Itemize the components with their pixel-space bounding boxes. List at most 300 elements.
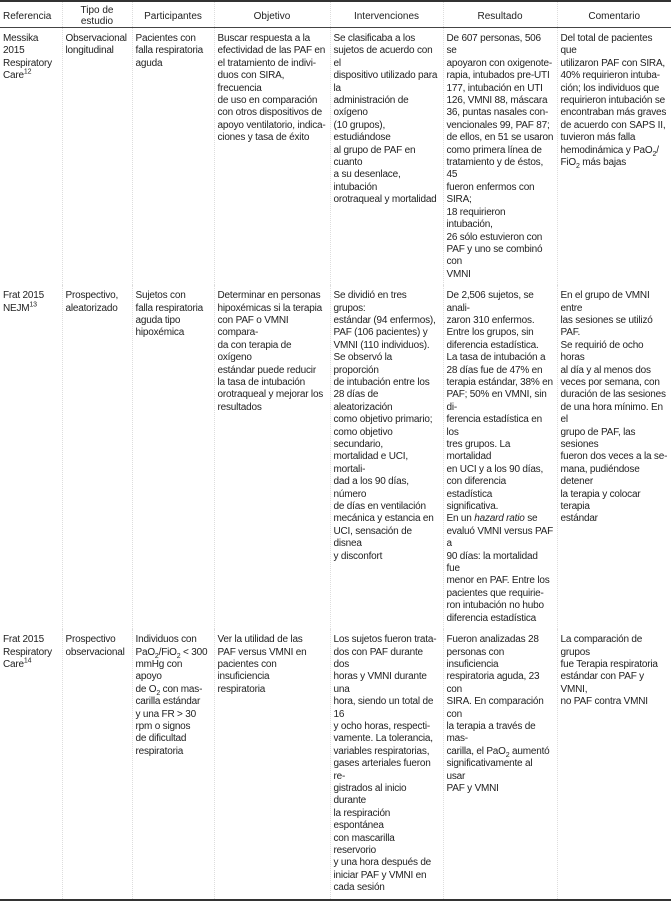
text: hipoxémica xyxy=(135,327,185,339)
cell-line xyxy=(447,501,554,513)
table-row xyxy=(0,28,671,286)
cell-line xyxy=(3,33,59,45)
cell-line xyxy=(334,33,440,45)
cell-line xyxy=(218,70,327,95)
text: tuvieron más falla xyxy=(560,132,636,144)
cell-intervenciones xyxy=(330,285,443,629)
text: y una FR > 30 xyxy=(135,708,196,720)
cell-line xyxy=(447,575,554,587)
text: al grupo de PAF en cuanto xyxy=(333,144,416,169)
text: 28 días de aleatorización xyxy=(333,389,393,413)
text: La tasa de intubación a xyxy=(446,352,546,364)
text: como objetivo primario; xyxy=(333,414,433,426)
text: orotraqueal y mortalidad xyxy=(333,194,437,206)
text: en UCI y a los 90 días, xyxy=(446,463,544,475)
cell-line xyxy=(447,33,554,58)
text: la respiración espontánea xyxy=(333,807,391,832)
text-sub: 2 xyxy=(176,652,181,660)
text: Sujetos con xyxy=(135,290,186,302)
cell-line xyxy=(561,33,669,58)
text: En el grupo de VMNI entre xyxy=(560,290,650,314)
cell-line xyxy=(334,120,440,145)
cell-line xyxy=(447,758,554,783)
cell-line xyxy=(334,414,440,426)
text: Pacientes con xyxy=(135,33,196,44)
cell-line xyxy=(3,45,59,57)
text: 126, VMNI 88, máscara xyxy=(446,95,548,107)
cell-line xyxy=(334,733,440,745)
text: personas con insuficiencia xyxy=(446,646,505,670)
table-header xyxy=(0,1,671,28)
cell-line xyxy=(136,733,211,745)
text: utilizaron PAF con SIRA, xyxy=(560,57,666,69)
text: Los sujetos fueron trata- xyxy=(333,634,437,646)
cell-referencia xyxy=(0,629,62,900)
cell-line xyxy=(334,526,440,551)
cell-line xyxy=(334,833,440,858)
text-sub: 2 xyxy=(576,163,580,171)
cell-line xyxy=(136,45,211,57)
cell-line xyxy=(561,95,669,107)
cell-line xyxy=(447,613,554,625)
text: veces por semana, con xyxy=(560,376,660,388)
text: (10 grupos), estudiándose xyxy=(333,119,391,144)
cell-line xyxy=(334,45,440,70)
cell-line xyxy=(218,58,327,70)
text: gases arteriales fueron re- xyxy=(333,758,431,782)
cell-line xyxy=(218,647,327,659)
text: Buscar respuesta a la xyxy=(217,33,311,44)
text: observacional xyxy=(65,646,125,658)
text: gistrados al inicio durante xyxy=(333,782,407,807)
cell-line xyxy=(447,526,554,551)
text: PAF y uno se combinó con xyxy=(446,243,543,268)
text: respiratoria xyxy=(217,683,266,695)
text: y disconfort xyxy=(333,550,383,562)
cell-line xyxy=(218,95,327,107)
text: vamente. La tolerancia, xyxy=(333,733,433,745)
cell-line xyxy=(334,746,440,758)
cell-line xyxy=(447,551,554,576)
cell-line xyxy=(447,352,554,364)
cell-line xyxy=(447,588,554,600)
cell-line xyxy=(447,340,554,352)
text: la terapia a través de mas- xyxy=(446,720,536,745)
cell-participantes xyxy=(132,285,214,629)
cell-line xyxy=(561,83,669,95)
cell-line xyxy=(136,303,211,315)
cell-line xyxy=(561,464,669,489)
text: Entre los grupos, sin xyxy=(446,327,534,339)
cell-line xyxy=(447,145,554,157)
text: estándar xyxy=(560,513,598,525)
cell-line xyxy=(447,207,554,232)
text: de ellos, en 51 se usaron xyxy=(446,132,554,144)
cell-line xyxy=(334,634,440,646)
cell-referencia xyxy=(0,285,62,629)
cell-line xyxy=(561,70,669,82)
header-tipo-estudio: Tipo de estudio xyxy=(62,1,132,28)
text: con mas- xyxy=(160,683,203,695)
cell-line xyxy=(136,327,211,339)
text: evaluó VMNI versus PAF a xyxy=(446,525,554,550)
cell-line xyxy=(561,513,669,525)
text-i: hazard ratio xyxy=(474,513,525,525)
text: Se requirió de ocho horas xyxy=(560,339,644,364)
cell-line xyxy=(447,671,554,696)
text: Care xyxy=(3,70,24,82)
cell-objetivo xyxy=(214,629,330,900)
text: fueron dos veces a la se- xyxy=(560,451,668,463)
cell-line xyxy=(334,501,440,513)
table-row xyxy=(0,629,671,900)
cell-line xyxy=(447,83,554,95)
text: VMNI (110 individuos). xyxy=(333,339,430,351)
text: mortalidad e UCI, mortali- xyxy=(333,451,408,475)
cell-line xyxy=(218,45,327,57)
text: < 300 xyxy=(180,646,208,658)
cell-line xyxy=(447,95,554,107)
text: FiO xyxy=(560,157,577,169)
cell-line xyxy=(218,303,327,315)
cell-line xyxy=(136,634,211,646)
text: dispositivo utilizado para la xyxy=(333,70,438,94)
cell-line xyxy=(447,365,554,377)
text: PaO xyxy=(135,646,155,658)
text: PAF (106 pacientes) y xyxy=(333,327,428,339)
text: estándar (94 enfermos), xyxy=(333,314,436,326)
cell-line xyxy=(447,634,554,646)
cell-line xyxy=(218,684,327,696)
cell-line xyxy=(334,870,440,882)
header-objetivo: Objetivo xyxy=(214,1,330,28)
text: falla respiratoria xyxy=(135,302,204,314)
cell-line xyxy=(561,365,669,377)
text: PAF y VMNI xyxy=(446,782,499,794)
text: respiratoria xyxy=(135,745,184,757)
cell-line xyxy=(334,808,440,833)
cell-line xyxy=(3,634,59,646)
cell-intervenciones xyxy=(330,629,443,900)
text: con otros dispositivos de xyxy=(217,107,323,119)
text: ción; los individuos que xyxy=(560,82,660,94)
cell-line xyxy=(334,315,440,327)
cell-line xyxy=(447,182,554,207)
cell-line xyxy=(447,414,554,439)
header-referencia: Referencia xyxy=(0,1,62,28)
text: Observacional xyxy=(65,33,127,44)
cell-line xyxy=(218,389,327,401)
cell-line xyxy=(447,377,554,389)
cell-line xyxy=(561,58,669,70)
cell-line xyxy=(136,290,211,302)
cell-intervenciones xyxy=(330,28,443,286)
text: Se observó la proporción xyxy=(333,352,393,376)
cell-line xyxy=(561,120,669,132)
cell-line xyxy=(218,340,327,365)
text: apoyaron con oxigenote- xyxy=(446,57,552,69)
text: se xyxy=(524,513,538,525)
cell-line xyxy=(218,377,327,389)
text: apoyo ventilatorio, indica- xyxy=(217,119,326,131)
cell-line xyxy=(447,783,554,795)
text-sup: 14 xyxy=(23,657,32,665)
cell-line xyxy=(218,290,327,302)
text: falla respiratoria xyxy=(135,45,204,57)
text: como primera línea de xyxy=(446,144,542,156)
header-comentario: Comentario xyxy=(557,1,671,28)
cell-line xyxy=(66,303,129,315)
cell-line xyxy=(561,402,669,427)
text: ciones y tasa de éxito xyxy=(217,132,310,144)
cell-line xyxy=(447,290,554,315)
text: En un xyxy=(446,513,475,525)
cell-line xyxy=(334,758,440,783)
cell-line xyxy=(66,647,129,659)
text: aleatorizado xyxy=(65,302,118,314)
text: 18 requirieron intubación, xyxy=(446,206,506,231)
cell-line xyxy=(561,634,669,659)
cell-line xyxy=(561,451,669,463)
text: mecánica y estancia en xyxy=(333,513,434,525)
text: como objetivo secundario, xyxy=(333,426,393,450)
text: aguda tipo xyxy=(135,314,181,326)
cell-line xyxy=(447,244,554,269)
text: hora, siendo un total de 16 xyxy=(333,696,434,720)
header-intervenciones: Intervenciones xyxy=(330,1,443,28)
text: 90 días: la mortalidad fue xyxy=(446,550,538,575)
text: mana, pudiéndose detener xyxy=(560,463,640,488)
text: Se clasificaba a los xyxy=(333,33,416,44)
cell-resultado xyxy=(443,28,557,286)
cell-line xyxy=(561,145,669,157)
cell-resultado xyxy=(443,285,557,629)
text: de días en ventilación xyxy=(333,501,426,513)
text: con PAF o VMNI compara- xyxy=(217,314,289,339)
text: La comparación de grupos xyxy=(560,634,643,658)
text: iniciar PAF y VMNI en xyxy=(333,869,427,881)
cell-line xyxy=(334,721,440,733)
text: Frat 2015 xyxy=(3,634,45,646)
cell-line xyxy=(334,451,440,476)
text: no PAF contra VMNI xyxy=(560,696,648,708)
cell-line xyxy=(334,882,440,894)
text: efectividad de las PAF en xyxy=(217,45,326,57)
text: 26 sólo estuvieron con xyxy=(446,231,543,243)
text: horas y VMNI durante una xyxy=(333,671,427,695)
cell-line xyxy=(447,120,554,132)
cell-participantes xyxy=(132,28,214,286)
text: carilla, el PaO xyxy=(446,745,506,757)
cell-line xyxy=(334,696,440,721)
text: Ver la utilidad de las xyxy=(217,634,303,646)
text: estándar puede reducir xyxy=(217,364,316,376)
cell-line xyxy=(334,327,440,339)
cell-comentario xyxy=(557,28,671,286)
text: Respiratory xyxy=(3,57,52,69)
cell-line xyxy=(136,696,211,708)
cell-line xyxy=(334,352,440,377)
text: de acuerdo con SAPS II, xyxy=(560,119,666,131)
cell-line xyxy=(66,290,129,302)
header-resultado: Resultado xyxy=(443,1,557,28)
text: /FiO xyxy=(158,646,177,658)
cell-line xyxy=(334,427,440,452)
cell-line xyxy=(561,107,669,119)
cell-line xyxy=(218,634,327,646)
text-sub: 2 xyxy=(154,652,159,660)
text: longitudinal xyxy=(65,45,114,57)
cell-comentario xyxy=(557,629,671,900)
cell-line xyxy=(218,659,327,684)
header-participantes: Participantes xyxy=(132,1,214,28)
text: resultados xyxy=(217,401,262,413)
text: De 607 personas, 506 se xyxy=(446,33,541,57)
text: duración de las sesiones xyxy=(560,389,666,401)
text: el tratamiento de indivi- xyxy=(217,57,316,69)
cell-tipo-estudio xyxy=(62,285,132,629)
text: PAF versus VMNI en xyxy=(217,646,307,658)
text: sujetos de acuerdo con el xyxy=(333,45,433,69)
cell-line xyxy=(136,709,211,721)
cell-line xyxy=(447,327,554,339)
cell-line xyxy=(218,365,327,377)
text: vencionales 99, PAF 87; xyxy=(446,119,550,131)
cell-line xyxy=(136,33,211,45)
cell-line xyxy=(218,315,327,340)
cell-line xyxy=(334,290,440,315)
cell-resultado xyxy=(443,629,557,900)
text: PAF; 50% en VMNI, sin di- xyxy=(446,389,547,413)
cell-line xyxy=(447,58,554,70)
text: Care xyxy=(3,658,24,670)
cell-line xyxy=(447,696,554,721)
cell-line xyxy=(334,194,440,206)
cell-line xyxy=(447,315,554,327)
text: aguda xyxy=(135,57,163,69)
cell-line xyxy=(561,377,669,389)
text: 177, intubación en UTI xyxy=(446,82,543,94)
cell-line xyxy=(66,45,129,57)
text: Se dividió en tres grupos: xyxy=(333,290,407,314)
text: / xyxy=(656,144,659,156)
text-sup: 12 xyxy=(23,68,32,76)
text: de intubación entre los xyxy=(333,376,430,388)
text: terapia estándar, 38% en xyxy=(446,376,553,388)
cell-line xyxy=(447,232,554,244)
text: hipoxémicas si la terapia xyxy=(217,302,322,314)
cell-comentario xyxy=(557,285,671,629)
cell-line xyxy=(561,157,669,169)
cell-line xyxy=(136,721,211,733)
cell-line xyxy=(136,659,211,684)
table-row xyxy=(0,285,671,629)
text: y una hora después de xyxy=(333,857,432,869)
text: Determinar en personas xyxy=(217,290,321,302)
cell-line xyxy=(447,439,554,464)
cell-line xyxy=(447,746,554,758)
text: zaron 310 enfermos. xyxy=(446,314,535,326)
text: ferencia estadística en los xyxy=(446,414,542,438)
text: Messika xyxy=(3,33,39,44)
cell-line xyxy=(447,647,554,672)
text: tratamiento y de éstos, 45 xyxy=(446,157,544,181)
text: respiratoria aguda, 23 con xyxy=(446,671,540,695)
text: hemodinámica y PaO xyxy=(560,144,653,156)
cell-line xyxy=(66,634,129,646)
text: las sesiones se utilizó PAF. xyxy=(560,314,653,339)
cell-line xyxy=(561,489,669,514)
text: pacientes con insuficiencia xyxy=(217,658,277,683)
text: menor en PAF. Entre los xyxy=(446,575,550,587)
text: cada sesión xyxy=(333,882,385,894)
text: Prospectivo xyxy=(65,634,116,646)
text: dos con PAF durante dos xyxy=(333,646,423,670)
cell-line xyxy=(334,169,440,194)
text: Respiratory xyxy=(3,646,52,658)
cell-line xyxy=(447,157,554,182)
text: ron intubación no hubo xyxy=(446,600,544,612)
text: de O xyxy=(135,683,157,695)
cell-line xyxy=(447,721,554,746)
cell-line xyxy=(447,464,554,476)
cell-line xyxy=(66,33,129,45)
cell-line xyxy=(561,427,669,452)
cell-line xyxy=(136,647,211,659)
text: tres grupos. La mortalidad xyxy=(446,439,511,463)
text: duos con SIRA, frecuencia xyxy=(217,70,285,94)
cell-line xyxy=(561,340,669,365)
cell-participantes xyxy=(132,629,214,900)
text: Fueron analizadas 28 xyxy=(446,634,539,646)
cell-line xyxy=(136,58,211,70)
table-body xyxy=(0,28,671,900)
text: con diferencia estadística xyxy=(446,476,506,500)
cell-line xyxy=(447,132,554,144)
cell-line xyxy=(561,290,669,315)
text: dad a los 90 días, número xyxy=(333,476,409,500)
text-sup: 13 xyxy=(29,301,37,309)
text: 40% requirieron intuba- xyxy=(560,70,660,82)
text: 2015 xyxy=(3,45,25,57)
text: da con terapia de oxígeno xyxy=(217,339,292,364)
text: administración de oxígeno xyxy=(333,95,409,119)
cell-line xyxy=(218,402,327,414)
cell-line xyxy=(334,513,440,525)
text: Del total de pacientes que xyxy=(560,33,653,57)
cell-line xyxy=(334,647,440,672)
text: UCI, sensación de disnea xyxy=(333,525,412,550)
cell-objetivo xyxy=(214,28,330,286)
cell-line xyxy=(334,95,440,120)
text: rpm o signos xyxy=(135,720,191,732)
text-sub: 2 xyxy=(505,751,510,759)
text: estándar con PAF y VMNI, xyxy=(560,671,644,695)
text: 28 días fue de 47% en xyxy=(446,364,543,376)
cell-line xyxy=(218,107,327,119)
text: fueron enfermos con SIRA; xyxy=(446,181,535,206)
text: fue Terapia respiratoria xyxy=(560,658,658,670)
cell-line xyxy=(447,70,554,82)
cell-tipo-estudio xyxy=(62,629,132,900)
cell-line xyxy=(447,600,554,612)
text: mmHg con apoyo xyxy=(135,658,183,683)
text: de dificultad xyxy=(135,733,187,745)
text: encontraban más graves xyxy=(560,107,667,119)
text: Prospectivo, xyxy=(65,290,119,302)
text: rapia, intubados pre-UTI xyxy=(446,70,550,82)
cell-line xyxy=(447,107,554,119)
